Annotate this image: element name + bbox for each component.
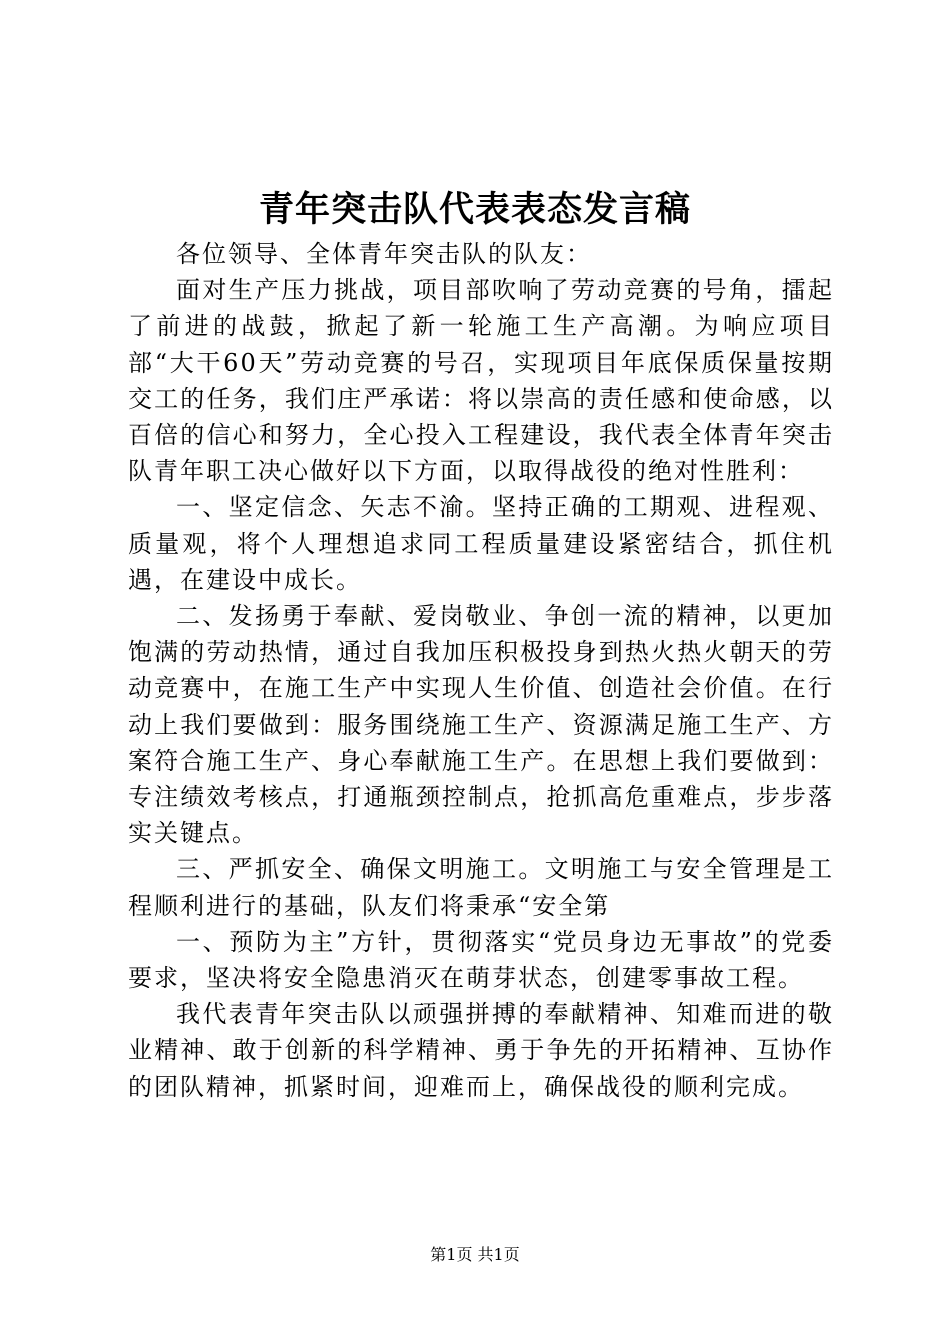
document-title: 青年突击队代表表态发言稿 [258,189,691,230]
document-body [128,236,834,1105]
paragraph-closing: 我代表青年突击队以顽强拼搏的奉献精神、知难而进的敬业精神、敢于创新的科学精神、勇于争先的开拓精神、互协作的团队精神，抓紧时间，迎难而上，确保战役的顺利完成。 [128,1000,834,1101]
paragraph-intro: 面对生产压力挑战，项目部吹响了劳动竞赛的号角，擂起了前进的战鼓，掀起了新一轮施工生产高潮。为响应项目部“大干60天”劳动竞赛的号召，实现项目年底保质保量按期交工的任务，我们庄严承诺：将以崇高的责任感和使命感，以百倍的信心和努力，全心投入工程建设，我代表全体青年突击队青年职工决心做好以下方面，以取得战役的绝对性胜利： [128,276,834,486]
page-footer: 第1页 共1页 [430,1245,520,1264]
paragraph-point-two: 二、发扬勇于奉献、爱岗敬业、争创一流的精神，以更加饱满的劳动热情，通过自我加压积极投身到热火热火朝天的劳动竞赛中，在施工生产中实现人生价值、创造社会价值。在行动上我们要做到：服务围绕施工生产、资源满足施工生产、方案符合施工生产、身心奉献施工生产。在思想上我们要做到：专注绩效考核点，打通瓶颈控制点，抢抓高危重难点，步步落实关键点。 [128,602,834,848]
paragraph-salutation: 各位领导、全体青年突击队的队友： [176,240,592,268]
paragraph-point-three-continued: 一、预防为主”方针，贯彻落实“党员身边无事故”的党委要求，坚决将安全隐患消灭在萌芽状态，创建零事故工程。 [128,927,834,993]
paragraph-point-three: 三、严抓安全、确保文明施工。文明施工与安全管理是工程顺利进行的基础，队友们将秉承“安全第 [128,855,834,920]
paragraph-point-one: 一、坚定信念、矢志不渝。坚持正确的工期观、进程观、质量观，将个人理想追求同工程质量建设紧密结合，抓住机遇，在建设中成长。 [128,493,834,594]
